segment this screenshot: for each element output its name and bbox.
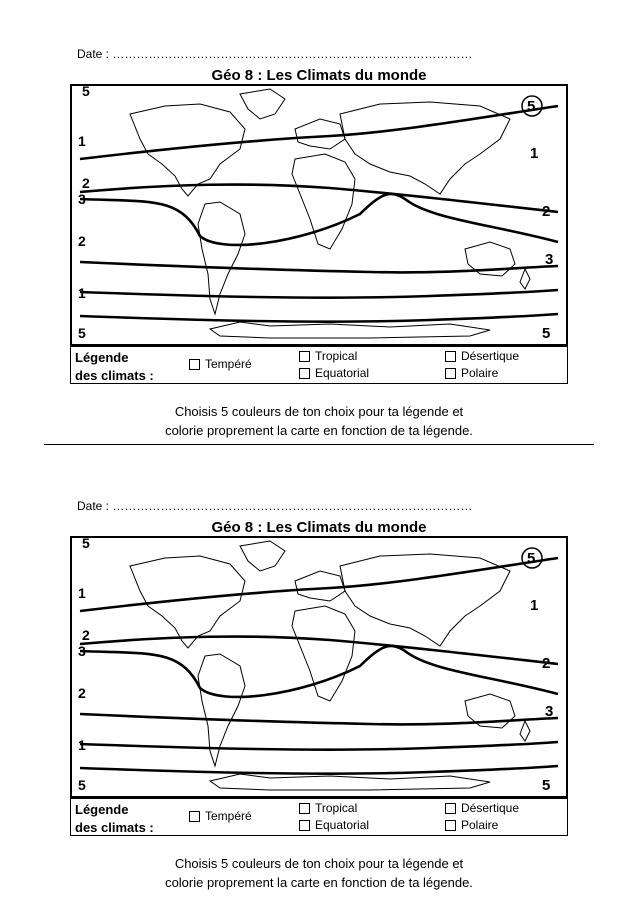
instructions: Choisis 5 couleurs de ton choix pour ta légende et colorie proprement la carte en fonction de ta légende. [165,404,473,438]
zone-number: 5 [82,84,90,99]
zone-number: 5 [82,536,90,551]
legend-option-equatorial[interactable]: Equatorial [299,366,369,380]
worksheet-title: Géo 8 : Les Climats du monde [211,519,427,536]
zone-number: 3 [78,191,86,207]
zone-number: 2 [78,685,86,701]
zone-number: 2 [542,203,551,220]
legend-option-desertique[interactable]: Désertique [445,349,519,363]
legend-option-polaire[interactable]: Polaire [445,366,498,380]
legend-title: Légende des climats : [75,350,154,383]
world-climate-map [70,536,568,798]
zone-number: 1 [530,145,539,162]
checkbox[interactable] [299,820,310,831]
world-map-svg [70,536,568,798]
zone-number: 1 [530,597,539,614]
zone-number: 2 [542,655,551,672]
zone-number: 5 [527,550,536,567]
zone-number: 1 [78,285,86,301]
zone-number: 1 [78,133,86,149]
zone-number: 5 [78,325,86,341]
cut-line-divider [44,444,594,445]
date-line: Date : ……………………………………………………………………………… [77,47,473,61]
legend-option-polaire[interactable]: Polaire [445,818,498,832]
zone-number: 5 [542,325,551,342]
checkbox[interactable] [445,351,456,362]
legend-option-tempere[interactable]: Tempéré [189,357,252,371]
date-line: Date : ……………………………………………………………………………… [77,499,473,513]
checkbox[interactable] [445,368,456,379]
zone-number: 2 [82,627,90,643]
zone-number: 3 [545,703,554,720]
checkbox[interactable] [299,803,310,814]
legend-option-tempere[interactable]: Tempéré [189,809,252,823]
checkbox[interactable] [189,359,200,370]
worksheet-title: Géo 8 : Les Climats du monde [211,67,427,84]
climate-legend [70,346,568,384]
worksheet-top [0,0,638,450]
worksheet-bottom [0,452,638,902]
legend-option-tropical[interactable]: Tropical [299,801,357,815]
world-climate-map [70,84,568,346]
instructions: Choisis 5 couleurs de ton choix pour ta légende et colorie proprement la carte en fonction de ta légende. [165,856,473,890]
legend-option-equatorial[interactable]: Equatorial [299,818,369,832]
zone-number: 5 [78,777,86,793]
zone-number: 1 [78,737,86,753]
checkbox[interactable] [189,811,200,822]
zone-number: 2 [82,175,90,191]
zone-number: 5 [527,98,536,115]
climate-legend [70,798,568,836]
checkbox[interactable] [299,351,310,362]
legend-option-tropical[interactable]: Tropical [299,349,357,363]
zone-number: 5 [542,777,551,794]
checkbox[interactable] [299,368,310,379]
zone-number: 1 [78,585,86,601]
checkbox[interactable] [445,820,456,831]
checkbox[interactable] [445,803,456,814]
zone-number: 3 [78,643,86,659]
legend-option-desertique[interactable]: Désertique [445,801,519,815]
world-map-svg [70,84,568,346]
zone-number: 3 [545,251,554,268]
legend-title: Légende des climats : [75,802,154,835]
zone-number: 2 [78,233,86,249]
